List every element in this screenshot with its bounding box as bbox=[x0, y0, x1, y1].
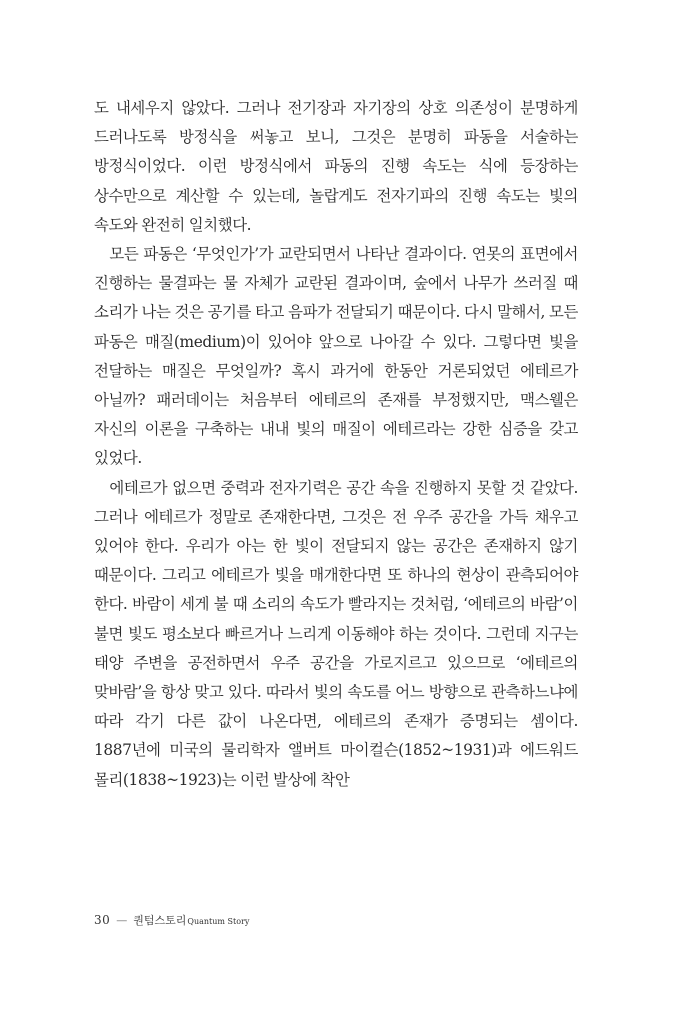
page-footer bbox=[94, 912, 249, 928]
paragraph-2: 모든 파동은 ‘무엇인가’가 교란되면서 나타난 결과이다. 연못의 표면에서 진행하는 물결파는 물 자체가 교란된 결과이며, 숲에서 나무가 쓰러질 때 소리가 나는 것은 공기를 타고 음파가 전달되기 때문이다. 다시 말해서, 모든 파동은 매질(medium)이 있어야 앞으로 나아갈 수 있다. 그렇다면 빛을 전달하는 매질은 무엇일까? 혹시 과거에 한동안 거론되었던 에테르가 아닐까? 패러데이는 처음부터 에테르의 존재를 부정했지만, 맥스웰은 자신의 이론을 구축하는 내내 빛의 매질이 에테르라는 강한 심증을 갖고 있었다. bbox=[94, 245, 578, 468]
footer-separator: — bbox=[116, 914, 128, 927]
series-title: 퀀텀스토리 bbox=[133, 914, 187, 927]
paragraph-3: 에테르가 없으면 중력과 전자기력은 공간 속을 진행하지 못할 것 같았다. 그러나 에테르가 정말로 존재한다면, 그것은 전 우주 공간을 가득 채우고 있어야 한다. 우리가 아는 한 빛이 전달되지 않는 공간은 존재하지 않기 때문이다. 그리고 에테르가 빛을 매개한다면 또 하나의 현상이 관측되어야 한다. 바람이 세게 불 때 소리의 속도가 빨라지는 것처럼, ‘에테르의 바람’이 불면 빛도 평소보다 빠르거나 느리게 이동해야 하는 것이다. 그런데 지구는 태양 주변을 공전하면서 우주 공간을 가로지르고 있으므로 ‘에테르의 맞바람’을 항상 맞고 있다. 따라서 빛의 속도를 어느 방향으로 관측하느냐에 따라 각기 다른 값이 나온다면, 에테르의 존재가 증명되는 셈이다. 1887년에 미국의 물리학자 앨버트 마이컬슨(1852~1931)과 에드워드 몰리(1838~1923)는 이런 발상에 착안 bbox=[94, 478, 578, 789]
body-text bbox=[94, 94, 578, 795]
paragraph-1: 도 내세우지 않았다. 그러나 전기장과 자기장의 상호 의존성이 분명하게 드러나도록 방정식을 써놓고 보니, 그것은 분명히 파동을 서술하는 방정식이었다. 이런 방정식에서 파동의 진행 속도는 식에 등장하는 상수만으로 계산할 수 있는데, 놀랍게도 전자기파의 진행 속도는 빛의 속도와 완전히 일치했다. bbox=[94, 99, 578, 234]
page-number: 30 bbox=[94, 913, 111, 927]
series-title-english: Quantum Story bbox=[187, 917, 250, 926]
